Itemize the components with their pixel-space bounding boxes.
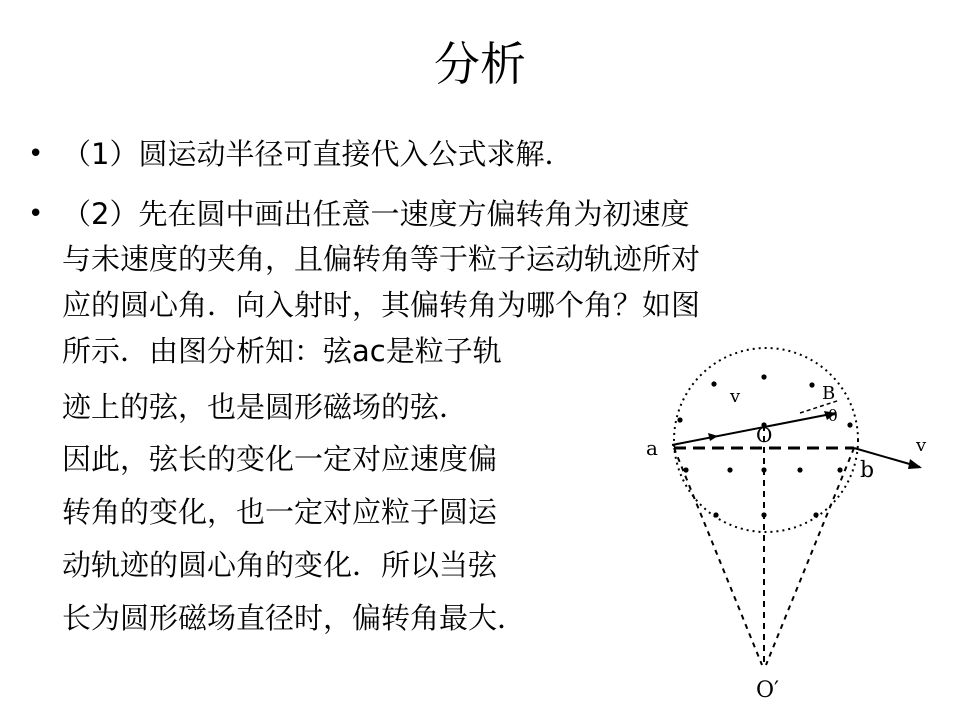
label-v-in: v xyxy=(730,386,741,407)
bullet-2-line-2: 与未速度的夹角，且偏转角等于粒子运动轨迹所对 xyxy=(62,242,701,276)
bullet-marker: • xyxy=(28,139,44,169)
label-center: O xyxy=(756,423,773,447)
bullet-2-line-1: （2）先在圆中画出任意一速度方偏转角为初速度 xyxy=(62,197,690,231)
label-v-out: v xyxy=(916,435,927,456)
label-B: B xyxy=(822,383,836,404)
outgoing-arrowhead xyxy=(908,459,922,469)
radius-a xyxy=(674,448,762,665)
bullet-2-line-4: 所示．由图分析知：弦ac是粒子轨 xyxy=(62,334,502,368)
label-a: a xyxy=(646,436,658,460)
bullet-2-line-8: 动轨迹的圆心角的变化．所以当弦 xyxy=(62,548,498,582)
bullet-marker: • xyxy=(28,199,44,229)
bullet-2-line-6: 因此，弦长的变化一定对应速度偏 xyxy=(62,442,498,476)
bullet-2-line-3: 应的圆心角．向入射时，其偏转角为哪个角？如图 xyxy=(62,288,701,322)
label-theta: θ xyxy=(828,406,838,425)
magnetic-field-diagram xyxy=(640,345,940,715)
bullet-2-line-5: 迹上的弦，也是圆形磁场的弦． xyxy=(62,390,469,424)
label-b: b xyxy=(860,458,875,483)
radius-b xyxy=(766,448,854,665)
slide-title: 分析 xyxy=(434,37,526,91)
bullet-2-line-7: 转角的变化，也一定对应粒子圆运 xyxy=(62,495,498,529)
label-O-prime: O′ xyxy=(756,678,780,703)
bullet-2-line-9: 长为圆形磁场直径时，偏转角最大． xyxy=(62,601,527,635)
incoming-path xyxy=(672,413,836,445)
bullet-1-line-1: （1）圆运动半径可直接代入公式求解． xyxy=(62,137,574,171)
